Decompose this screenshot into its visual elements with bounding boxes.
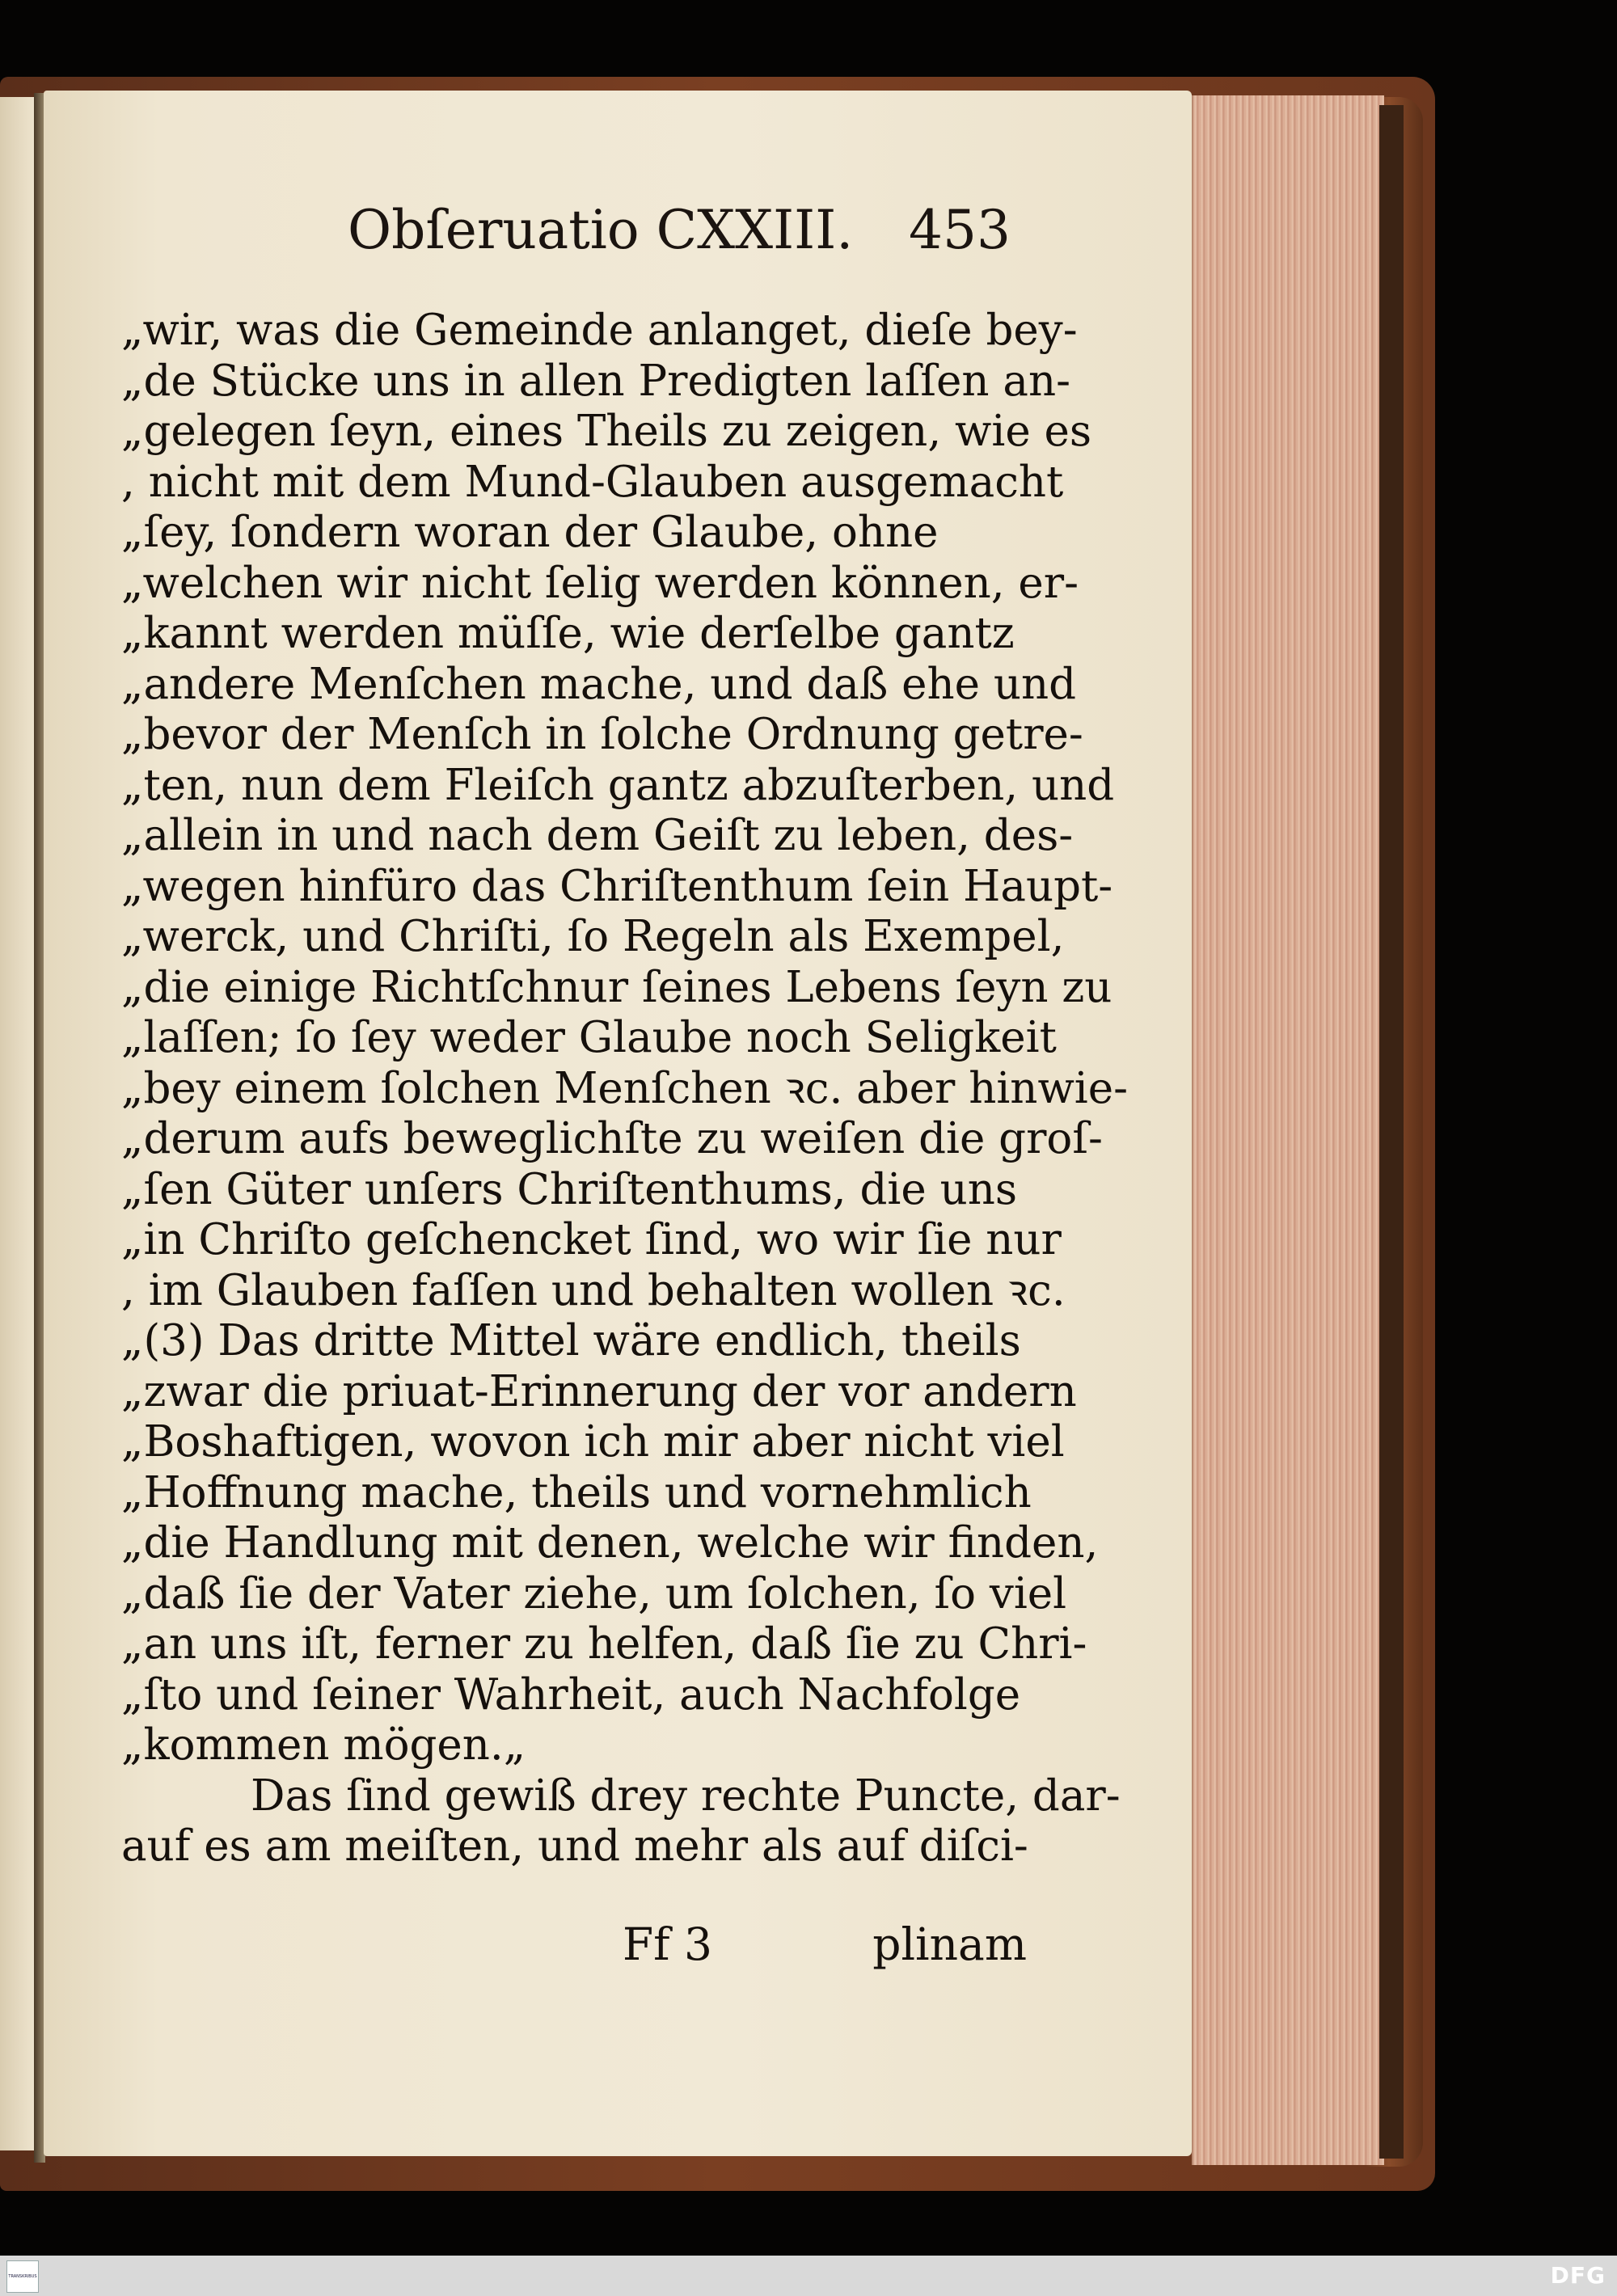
text-line: „Boshaftigen, wovon ich mir aber nicht viel [121, 1417, 1065, 1467]
text-line: „derum aufs beweglichſte zu weiſen die groſ- [121, 1114, 1103, 1163]
text-line: „wir, was die Gemeinde anlanget, dieſe bey- [121, 306, 1078, 355]
text-line: „(3) Das dritte Mittel wäre endlich, theils [121, 1316, 1021, 1365]
text-line: , nicht mit dem Mund-Glauben ausgemacht [121, 457, 1064, 507]
text-line: „kommen mögen.„ [121, 1720, 526, 1770]
text-line: „bevor der Menſch in ſolche Ordnung getre- [121, 710, 1083, 759]
text-line: „ten, nun dem Fleiſch gantz abzuſterben, und [121, 760, 1115, 810]
text-line: „ſey, ſondern woran der Glaube, ohne [121, 508, 939, 557]
text-line: , im Glauben faſſen und behalten wollen ꝛc. [121, 1265, 1066, 1315]
dfg-logo: DFG [1550, 2262, 1606, 2289]
spine-shadow [1379, 105, 1404, 2159]
page-number: 453 [909, 199, 1011, 261]
text-line: „zwar die priuat-Erinnerung der vor andern [121, 1366, 1077, 1416]
text-line: „ſto und ſeiner Wahrheit, auch Nachfolge [121, 1669, 1021, 1720]
text-line: „wegen hinfüro das Chriſtenthum ſein Haupt- [121, 861, 1113, 911]
text-line: Das ſind gewiß drey rechte Puncte, dar- [251, 1771, 1121, 1821]
page-footer [623, 1916, 1027, 1973]
text-line: auf es am meiſten, und mehr als auf diſci- [121, 1821, 1028, 1871]
page-header [348, 194, 1011, 267]
body-text [121, 306, 1129, 1872]
left-page-sliver [0, 97, 36, 2150]
catchword: plinam [872, 1918, 1027, 1970]
text-line: „de Stücke uns in allen Predigten laſſen an- [121, 356, 1071, 406]
text-line: „laſſen; ſo ſey weder Glaube noch Seligkeit [121, 1013, 1057, 1062]
text-line: „werck, und Chriſti, ſo Regeln als Exempel, [121, 912, 1065, 961]
text-line: „in Chriſto geſchencket ſind, wo wir ſie nur [121, 1215, 1062, 1264]
text-line: „ſen Güter unſers Chriſtenthums, die uns [121, 1164, 1018, 1214]
text-line: „welchen wir nicht ſelig werden können, er- [121, 558, 1079, 608]
text-line: „gelegen ſeyn, eines Theils zu zeigen, wie es [121, 407, 1092, 456]
text-line: „andere Menſchen mache, und daß ehe und [121, 659, 1077, 709]
text-line: „kannt werden müſſe, wie derſelbe gantz [121, 609, 1015, 658]
text-line: „die einige Richtſchnur ſeines Lebens ſeyn zu [121, 962, 1112, 1012]
text-line: „daß ſie der Vater ziehe, um ſolchen, ſo viel [121, 1568, 1067, 1619]
viewer-footer-bar [0, 2256, 1617, 2296]
text-line: „die Handlung mit denen, welche wir finden, [121, 1518, 1099, 1568]
text-line: „allein in und nach dem Geiſt zu leben, des- [121, 811, 1074, 860]
text-line: „Hoffnung mache, theils und vornehmlich [121, 1467, 1032, 1517]
library-logo-icon [6, 2260, 39, 2293]
running-title: Obſeruatio CXXIII. [348, 199, 854, 261]
signature-mark: Ff 3 [623, 1918, 712, 1970]
text-line: „an uns iſt, ferner zu helfen, daß ſie zu Chri- [121, 1619, 1087, 1669]
text-line: „bey einem ſolchen Menſchen ꝛc. aber hinwie- [121, 1063, 1129, 1113]
library-logo-text: TRANSKRIBUS [8, 2274, 37, 2279]
page-block-edge [1192, 95, 1384, 2165]
